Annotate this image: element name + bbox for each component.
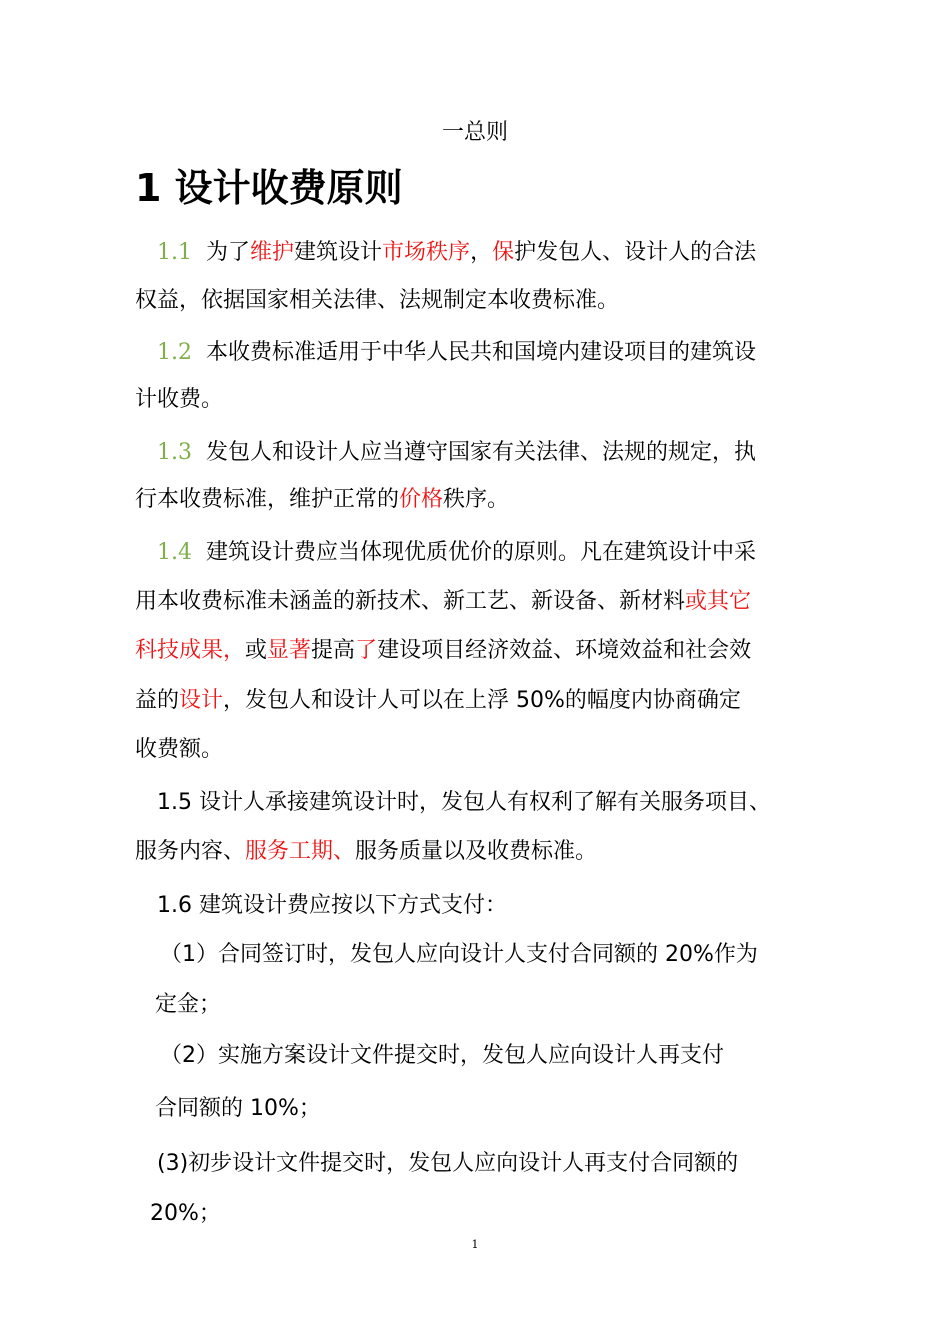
payment-item-3-line-2: 20%； [150, 1201, 221, 1226]
paragraph-1-6-line-1: 1.6 建筑设计费应按以下方式支付： [157, 893, 507, 918]
paragraph-1-2-line-2: 计收费。 [135, 387, 224, 412]
paragraph-1-1-line-1: 1.1 为了维护建筑设计市场秩序，保护发包人、设计人的合法 [157, 240, 757, 265]
payment-item-2-line-2: 合同额的 10%； [155, 1096, 321, 1121]
page-number: 1 [471, 1238, 479, 1251]
section-title: 一总则 [441, 120, 508, 145]
paragraph-1-4-line-5: 收费额。 [135, 737, 224, 762]
paragraph-1-3-line-1: 1.3 发包人和设计人应当遵守国家有关法律、法规的规定，执 [157, 440, 757, 465]
paragraph-1-4-line-2: 用本收费标准未涵盖的新技术、新工艺、新设备、新材料或其它 [135, 589, 752, 614]
clause-number: 1.4 [157, 540, 192, 565]
payment-item-1-line-1: （1）合同签订时，发包人应向设计人支付合同额的 20%作为 [160, 942, 758, 967]
chapter-heading: 1 设计收费原则 [135, 166, 403, 210]
paragraph-1-3-line-2: 行本收费标准，维护正常的价格秩序。 [135, 487, 510, 512]
payment-item-1-line-2: 定金； [155, 992, 222, 1017]
paragraph-1-1-line-2: 权益，依据国家相关法律、法规制定本收费标准。 [135, 288, 620, 313]
clause-number: 1.2 [157, 340, 192, 365]
paragraph-1-4-line-1: 1.4 建筑设计费应当体现优质优价的原则。凡在建筑设计中采 [157, 540, 757, 565]
paragraph-1-5-line-1: 1.5 设计人承接建筑设计时，发包人有权利了解有关服务项目、 [157, 790, 771, 815]
paragraph-1-4-line-4: 益的设计，发包人和设计人可以在上浮 50%的幅度内协商确定 [135, 688, 741, 713]
payment-item-3-line-1: (3)初步设计文件提交时，发包人应向设计人再支付合同额的 [157, 1151, 739, 1176]
payment-item-2-line-1: （2）实施方案设计文件提交时，发包人应向设计人再支付 [160, 1043, 724, 1068]
clause-number: 1.3 [157, 440, 192, 465]
paragraph-1-5-line-2: 服务内容、服务工期、服务质量以及收费标准。 [135, 839, 598, 864]
paragraph-1-2-line-1: 1.2 本收费标准适用于中华人民共和国境内建设项目的建筑设 [157, 340, 757, 365]
paragraph-1-4-line-3: 科技成果，或显著提高了建设项目经济效益、环境效益和社会效 [135, 638, 752, 663]
clause-number: 1.1 [157, 240, 192, 265]
